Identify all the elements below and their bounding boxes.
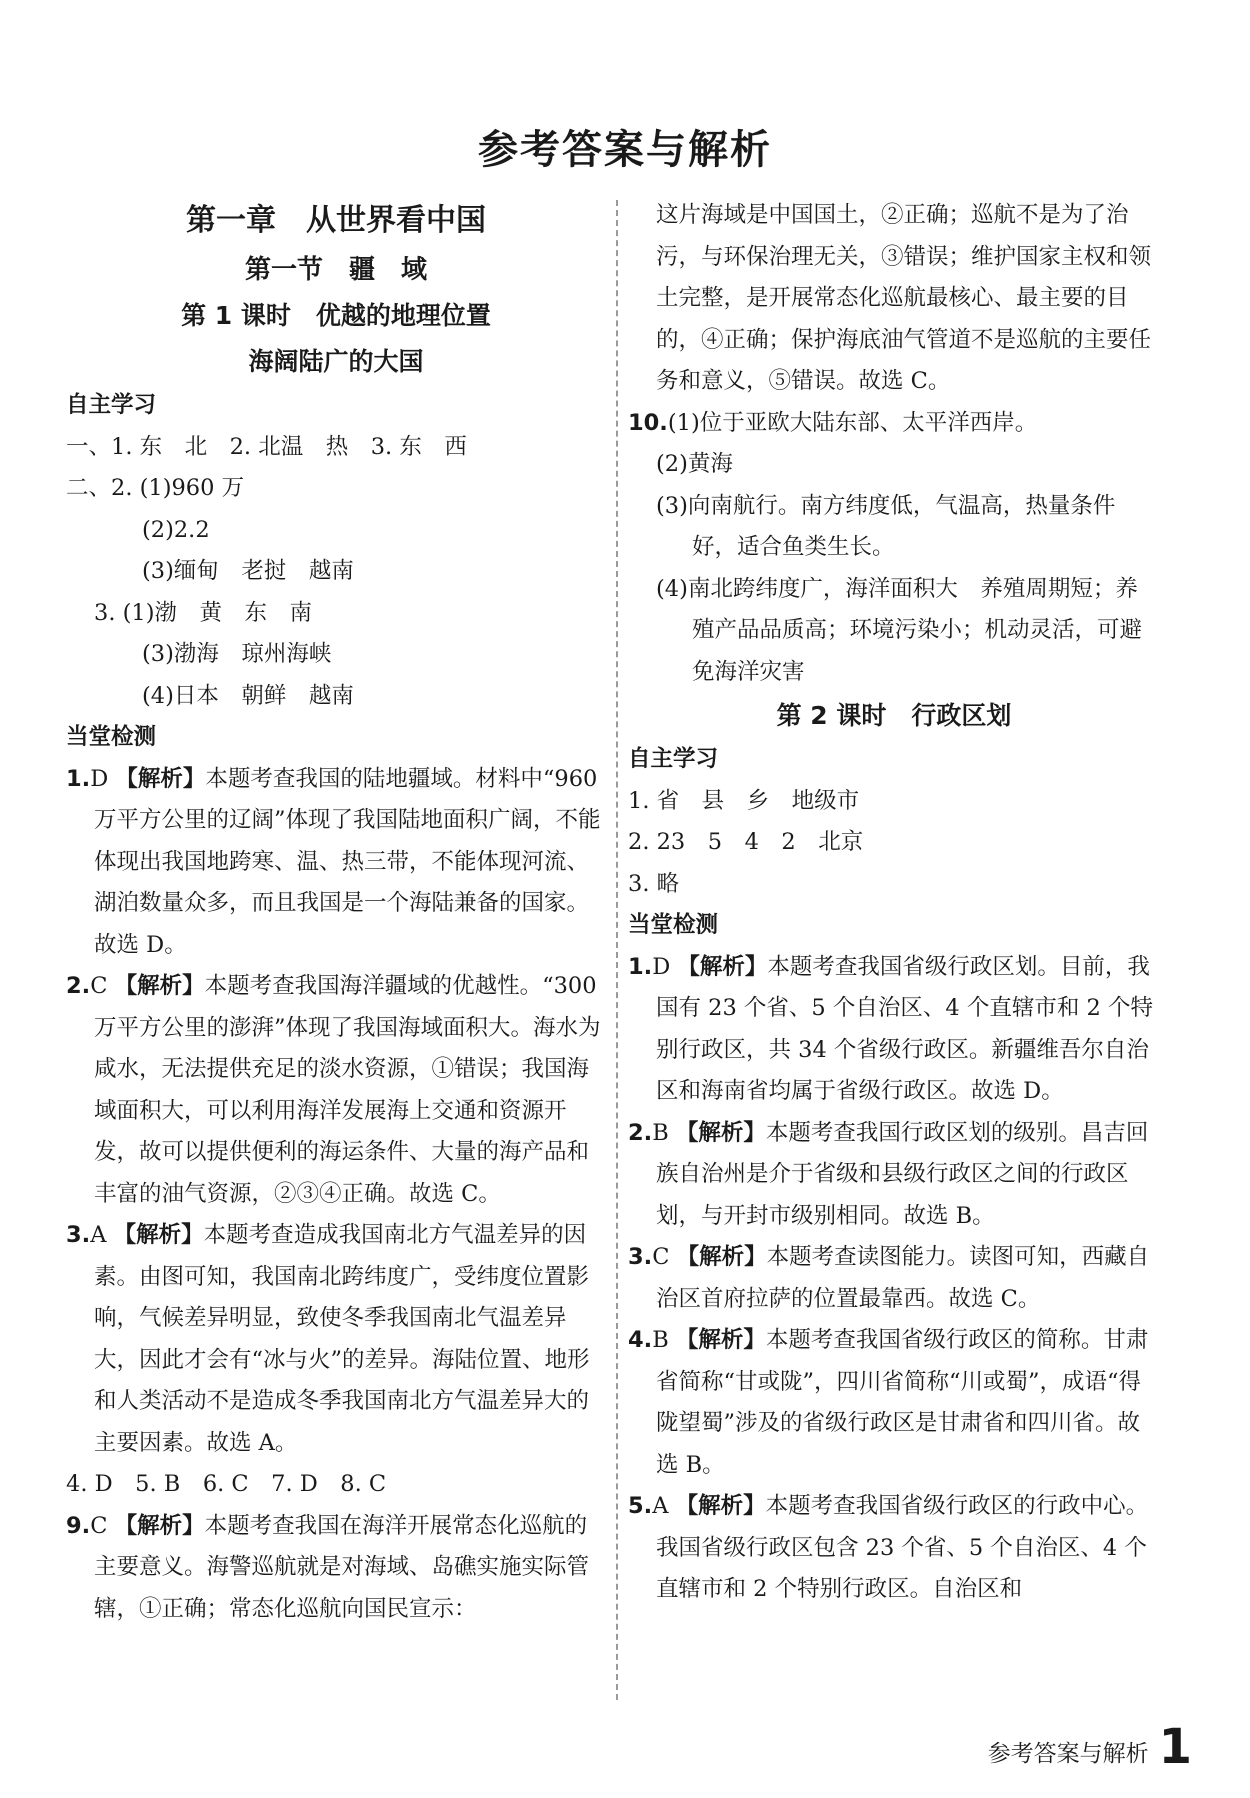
- answer-choice: A: [90, 1222, 107, 1248]
- question-number: 2.: [628, 1119, 653, 1146]
- answer-choice: D: [90, 765, 109, 792]
- analysis-text: 本题考查我国的陆地疆域。材料中“960 万平方公里的辽阔”体现了我国陆地面积广阔，不能体现出我国地跨寒、温、热三带，不能体现河流、湖泊数量众多，而且我国是一个海陆兼备的国家。故选 D。: [94, 765, 601, 958]
- self-study-line: 3. 略: [628, 870, 680, 897]
- answer-item: [66, 1506, 606, 1631]
- question-number: 5.: [628, 1493, 653, 1519]
- self-study-heading: 自主学习: [628, 746, 719, 772]
- self-study-line: 二、2. (1)960 万: [66, 475, 245, 501]
- analysis-continuation: 这片海域是中国国土，②正确；巡航不是为了治污，与环保治理无关，③错误；维护国家主权和领土完整，是开展常态化巡航最核心、最主要的目的，④正确；保护海底油气管道不是巡航的主要任务和意义，⑤错误。故选 C。: [656, 202, 1152, 394]
- page-number: 1: [1158, 1719, 1192, 1775]
- analysis-tag: 【解析】: [113, 1222, 204, 1248]
- answer-list: 4. D 5. B 6. C 7. D 8. C: [66, 1471, 387, 1497]
- answer-choice: B: [652, 1327, 669, 1353]
- lesson-subheading: 海阔陆广的大国: [248, 347, 424, 376]
- question-number: 1.: [628, 953, 653, 980]
- lesson-heading: 第 1 课时 优越的地理位置: [181, 301, 491, 330]
- answer-item: [628, 1486, 1160, 1611]
- self-study-line: (3)渤海 琼州海峡: [142, 641, 332, 667]
- answer-choice: D: [652, 953, 671, 980]
- sub-answer: (3)向南航行。南方纬度低，气温高，热量条件好，适合鱼类生长。: [656, 492, 1116, 560]
- section-heading: 第一节 疆 域: [244, 255, 427, 285]
- chapter-heading: 第一章 从世界看中国: [186, 203, 486, 238]
- page-title: 参考答案与解析: [478, 127, 772, 173]
- analysis-tag: 【解析】: [675, 1119, 766, 1146]
- self-study-line: 一、1. 东 北 2. 北温 热 3. 东 西: [66, 433, 467, 460]
- page-footer: [987, 1712, 1192, 1775]
- answer-choice: C: [90, 973, 108, 999]
- answer-item: [628, 1113, 1160, 1238]
- analysis-text: 本题考查我国在海洋开展常态化巡航的主要意义。海警巡航就是对海域、岛礁实施实际管辖，①正确；常态化巡航向国民宣示：: [94, 1512, 590, 1622]
- analysis-tag: 【解析】: [114, 973, 205, 999]
- column-divider: [616, 200, 618, 1700]
- answer-choice: C: [652, 1244, 670, 1270]
- sub-answer: (2)黄海: [656, 451, 733, 477]
- question-number: 3.: [628, 1244, 653, 1270]
- answer-item: [628, 403, 1160, 445]
- answer-item: [66, 759, 606, 967]
- analysis-tag: 【解析】: [675, 1327, 766, 1353]
- self-study-line: 2. 23 5 4 2 北京: [628, 829, 864, 855]
- answer-item: [628, 947, 1160, 1113]
- answer-item: [66, 966, 606, 1215]
- analysis-text: 本题考查造成我国南北方气温差异的因素。由图可知，我国南北跨纬度广，受纬度位置影响，气候差异明显，致使冬季我国南北气温差异大，因此才会有“冰与火”的差异。海陆位置、地形和人类活动不是造成冬季我国南北方气温差异大的主要因素。故选 A。: [94, 1222, 590, 1456]
- answer-choice: A: [652, 1493, 669, 1519]
- question-number: 3.: [66, 1222, 91, 1248]
- self-study-line: (3)缅甸 老挝 越南: [142, 558, 354, 584]
- class-check-heading: 当堂检测: [628, 912, 719, 938]
- question-number: 4.: [628, 1327, 653, 1353]
- self-study-line: (4)日本 朝鲜 越南: [142, 682, 354, 709]
- answer-choice: B: [652, 1119, 669, 1146]
- analysis-text: 本题考查我国省级行政区的行政中心。我国省级行政区包含 23 个省、5 个自治区、4 个直辖市和 2 个特别行政区。自治区和: [656, 1493, 1149, 1602]
- right-column: [628, 195, 1160, 1611]
- lesson-heading: 第 2 课时 行政区划: [776, 701, 1012, 730]
- analysis-tag: 【解析】: [675, 1493, 766, 1519]
- answer-item: [628, 1320, 1160, 1486]
- analysis-text: 本题考查读图能力。读图可知，西藏自治区首府拉萨的位置最靠西。故选 C。: [656, 1244, 1150, 1312]
- sub-answer: (1)位于亚欧大陆东部、太平洋西岸。: [667, 409, 1038, 436]
- self-study-line: (2)2.2: [142, 516, 210, 543]
- question-number: 10.: [628, 409, 668, 436]
- self-study-line: 1. 省 县 乡 地级市: [628, 787, 860, 814]
- analysis-tag: 【解析】: [676, 1244, 767, 1270]
- answer-choice: C: [90, 1512, 108, 1539]
- footer-label: 参考答案与解析: [987, 1741, 1149, 1767]
- self-study-heading: 自主学习: [66, 392, 157, 418]
- question-number: 9.: [66, 1512, 91, 1539]
- self-study-line: 3. (1)渤 黄 东 南: [94, 599, 312, 626]
- analysis-tag: 【解析】: [677, 953, 768, 980]
- class-check-heading: 当堂检测: [66, 724, 157, 750]
- analysis-text: 本题考查我国行政区划的级别。昌吉回族自治州是介于省级和县级行政区之间的行政区划，与开封市级别相同。故选 B。: [656, 1119, 1149, 1229]
- analysis-text: 本题考查我国省级行政区划。目前，我国有 23 个省、5 个自治区、4 个直辖市和 2 个特别行政区，共 34 个省级行政区。新疆维吾尔自治区和海南省均属于省级行政区。故选 D。: [656, 953, 1153, 1104]
- question-number: 1.: [66, 765, 91, 792]
- analysis-tag: 【解析】: [115, 765, 206, 792]
- left-column: [66, 195, 606, 1630]
- answer-item: [66, 1215, 606, 1464]
- analysis-tag: 【解析】: [114, 1512, 205, 1539]
- sub-answer: (4)南北跨纬度广，海洋面积大 养殖周期短；养殖产品品质高；环境污染小；机动灵活，可避免海洋灾害: [656, 575, 1143, 685]
- question-number: 2.: [66, 973, 91, 999]
- answer-item: [628, 1237, 1160, 1320]
- analysis-text: 本题考查我国省级行政区的简称。甘肃省简称“甘或陇”，四川省简称“川或蜀”，成语“得陇望蜀”涉及的省级行政区是甘肃省和四川省。故选 B。: [656, 1327, 1149, 1478]
- analysis-text: 本题考查我国海洋疆域的优越性。“300 万平方公里的澎湃”体现了我国海域面积大。海水为咸水，无法提供充足的淡水资源，①错误；我国海域面积大，可以利用海洋发展海上交通和资源开发，故可以提供便利的海运条件、大量的海产品和丰富的油气资源，②③④正确。故选 C。: [94, 973, 601, 1207]
